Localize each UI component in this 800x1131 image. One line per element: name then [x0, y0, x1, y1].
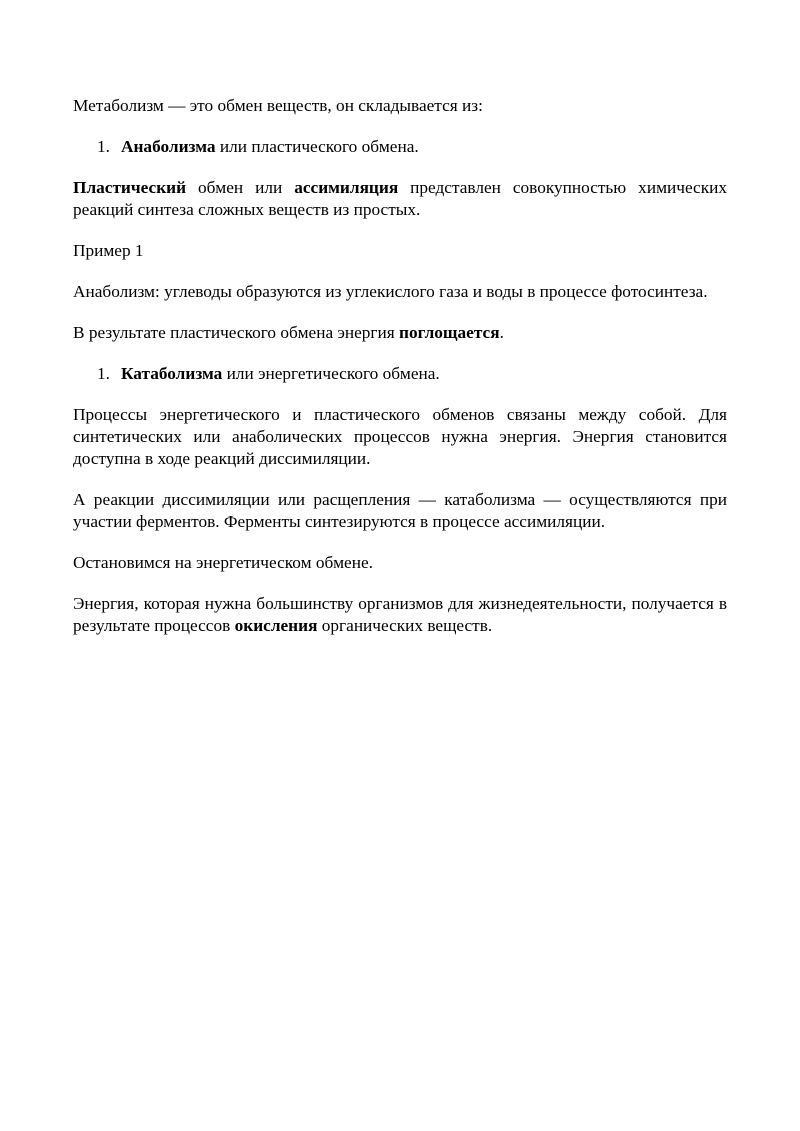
- dissimilation-paragraph: А реакции диссимиляции или расщепления — катаболизма — осуществляются при участии ферментов. Ферменты синтезируются в процессе ассимиляции.: [73, 490, 727, 531]
- intro-paragraph: Метаболизм — это обмен веществ, он складывается из:: [73, 96, 483, 115]
- list-item-bold-term: Катаболизма: [121, 364, 223, 383]
- text-segment: обмен или: [186, 178, 295, 197]
- list-item-text: [121, 136, 419, 158]
- text-segment: В результате пластического обмена энергия: [73, 323, 400, 342]
- text-segment: Энергия, которая нужна большинству организмов для жизнедеятельности, получается в результате процессов: [73, 594, 727, 635]
- oxidation-paragraph: [73, 593, 727, 637]
- text-segment: .: [499, 323, 504, 342]
- list-item-rest: или энергетического обмена.: [222, 364, 440, 383]
- plastic-exchange-paragraph: [73, 177, 727, 221]
- energy-absorbed-paragraph: [73, 322, 727, 344]
- list-number: 1.: [97, 364, 110, 383]
- term-oxidation: окисления: [234, 616, 318, 635]
- term-plastic: Пластический: [73, 178, 187, 197]
- term-assimilation: ассимиляция: [294, 178, 399, 197]
- energy-exchange-paragraph: Остановимся на энергетическом обмене.: [73, 553, 373, 572]
- list-item-anabolism: [73, 136, 727, 158]
- document-page: [73, 95, 727, 656]
- text-segment: органических веществ.: [317, 616, 493, 635]
- term-absorbed: поглощается: [399, 323, 500, 342]
- list-item-rest: или пластического обмена.: [215, 137, 419, 156]
- list-item-catabolism: [73, 363, 727, 385]
- example-paragraph: Анаболизм: углеводы образуются из углекислого газа и воды в процессе фотосинтеза.: [73, 282, 708, 301]
- list-item-text: [121, 363, 440, 385]
- text-segment: представлен совокупностью химических реакций синтеза сложных веществ из простых.: [73, 178, 727, 219]
- processes-paragraph: Процессы энергетического и пластического обменов связаны между собой. Для синтетических или анаболических процессов нужна энергия. Энергия становится доступна в ходе реакций диссимиляции.: [73, 405, 727, 468]
- example-label: Пример 1: [73, 241, 144, 260]
- list-item-bold-term: Анаболизма: [121, 137, 216, 156]
- list-number: 1.: [97, 137, 110, 156]
